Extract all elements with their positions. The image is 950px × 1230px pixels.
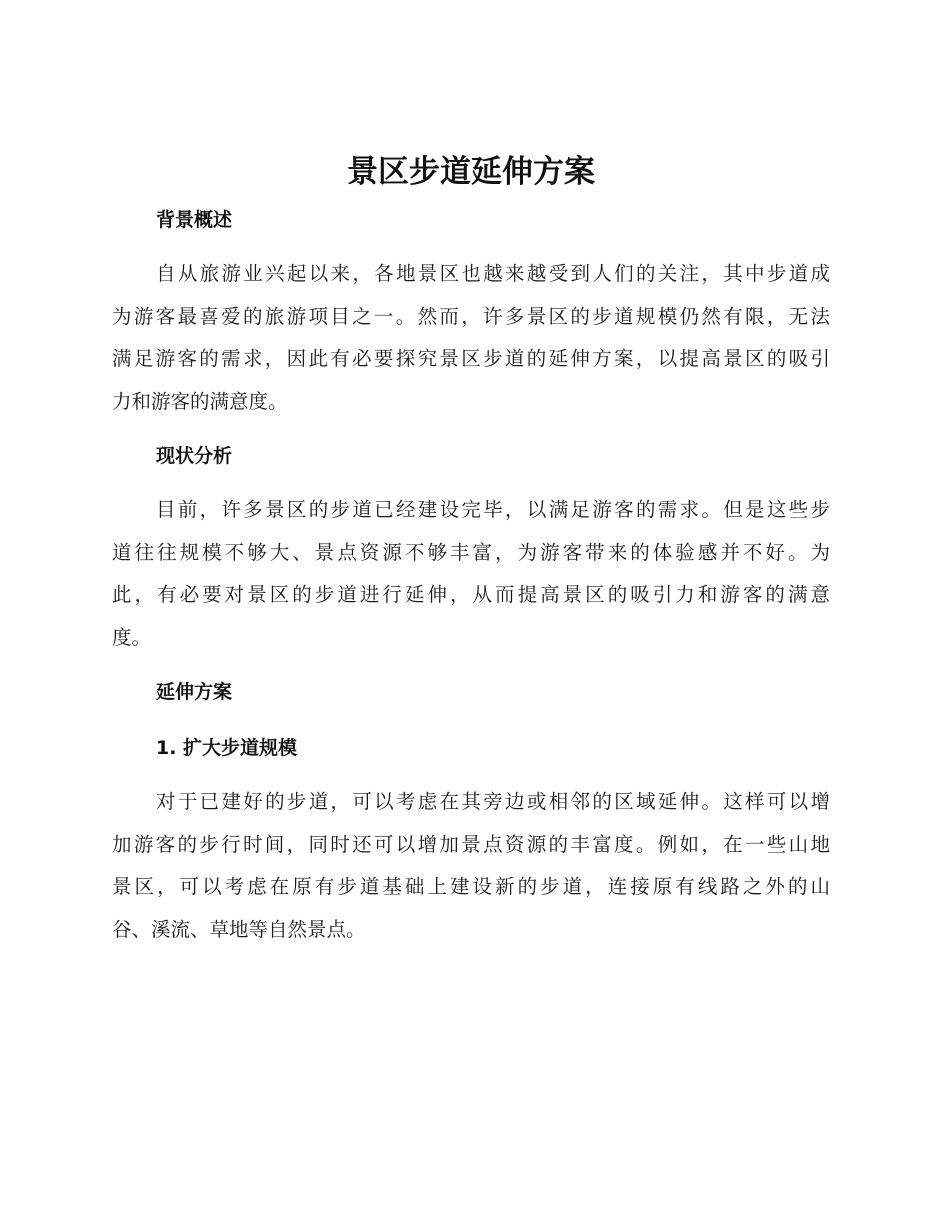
paragraph-line: 加游客的步行时间，同时还可以增加景点资源的丰富度。例如，在一些山地 [112,832,830,856]
section-heading-status: 现状分析 [156,445,233,467]
paragraph-line: 目前，许多景区的步道已经建设完毕，以满足游客的需求。但是这些步 [156,498,830,521]
paragraph-line: 景区，可以考虑在原有步道基础上建设新的步道，连接原有线路之外的山 [112,875,830,898]
section-heading-background: 背景概述 [156,209,233,231]
paragraph-line: 谷、溪流、草地等自然景点。 [112,917,366,941]
paragraph-status [112,489,830,659]
paragraph-background [112,253,830,423]
paragraph-line: 度。 [112,625,152,649]
subsection-heading-expand: 1. 扩大步道规模 [156,737,298,759]
document-title: 景区步道延伸方案 [347,154,595,190]
paragraph-plan [112,781,830,951]
paragraph-line: 此，有必要对景区的步道进行延伸，从而提高景区的吸引力和游客的满意 [112,583,830,606]
paragraph-line: 道往往规模不够大、景点资源不够丰富，为游客带来的体验感并不好。为 [112,540,830,564]
paragraph-line: 为游客最喜爱的旅游项目之一。然而，许多景区的步道规模仍然有限，无法 [112,304,830,328]
paragraph-line: 对于已建好的步道，可以考虑在其旁边或相邻的区域延伸。这样可以增 [156,790,830,813]
paragraph-line: 力和游客的满意度。 [112,389,288,413]
paragraph-line: 满足游客的需求，因此有必要探究景区步道的延伸方案，以提高景区的吸引 [112,347,830,370]
paragraph-line: 自从旅游业兴起以来，各地景区也越来越受到人们的关注，其中步道成 [156,262,830,285]
section-heading-plan: 延伸方案 [156,681,233,703]
